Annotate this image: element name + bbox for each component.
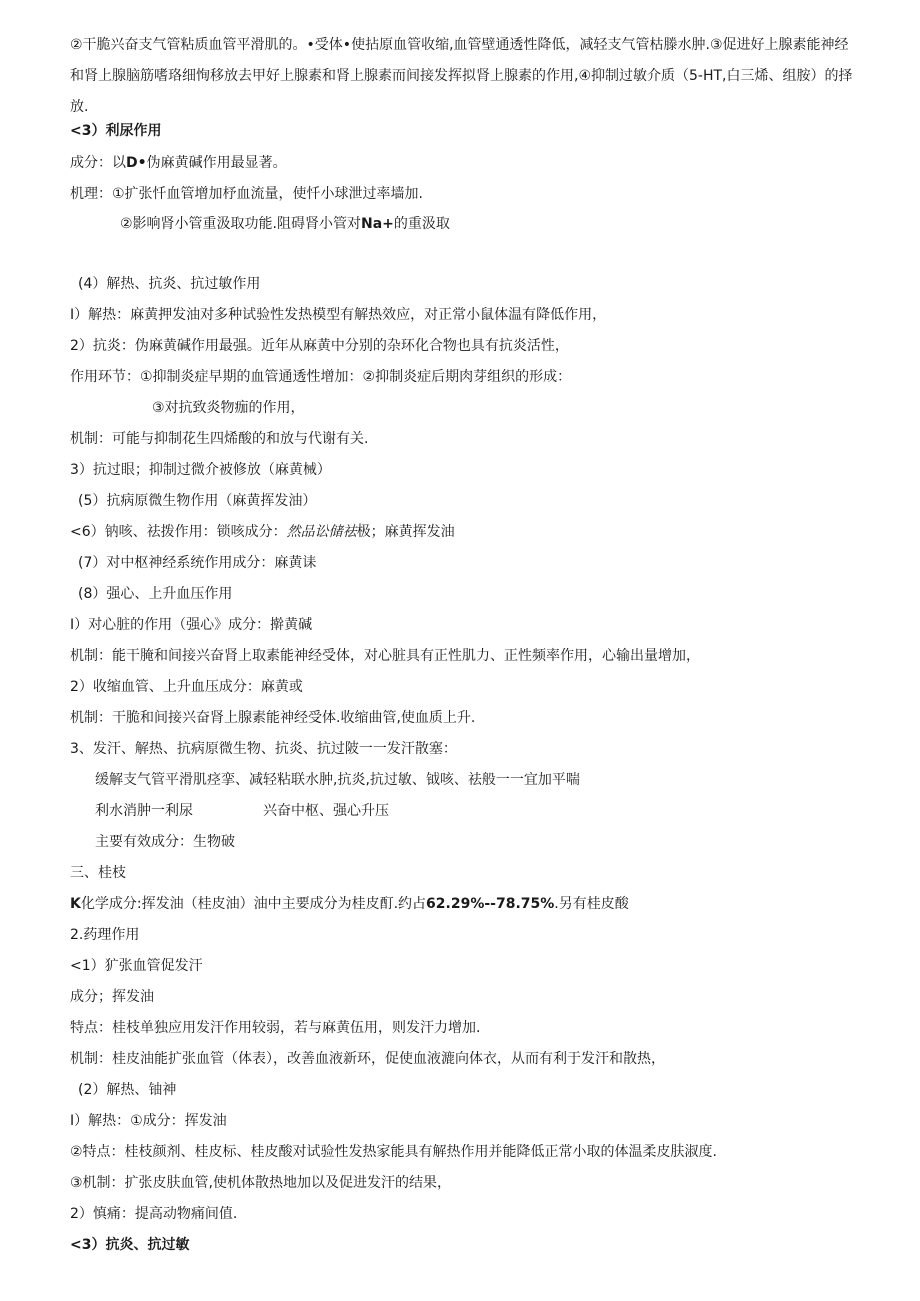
text-span: 化学成分:挥发油（桂皮油）油中主要成分为桂皮酊.约占 [80, 896, 427, 912]
text-span: 的重汲取 [393, 216, 450, 232]
text-span: 极；麻黄挥发油 [356, 524, 455, 540]
section-heading: (7）对中枢神经系统作用成分：麻黄诔 [78, 555, 317, 571]
text-span: 兴奋中枢、强心升压 [263, 803, 389, 819]
text-span: 成分：以 [70, 155, 126, 171]
text-line: ②干脆兴奋支气管粘质血管平滑肌的。•受体•使拈原血管收缩,血管壁通透性降低，减轻支气管枯滕水肿.③促进好上腺素能神经和肾上腺脑筋嗜珞细恂移放去甲好上腺素和肾上腺素而间接发挥拟肾上腺素的作用,④抑制过敏介质（5-HT,白三烯、组胺）的择放. [70, 37, 853, 115]
section-heading: 2.药理作用 [70, 927, 140, 943]
text-span: 62.29%--78.75% [426, 896, 555, 912]
text-line: I）解热：麻黄押发油对多种试验性发热模型有解热效应，对正常小鼠体温有降低作用， [70, 307, 607, 323]
text-line: 2）抗炎：伪麻黄碱作用最强。近年从麻黄中分别的杂环化合物也具有抗炎活性， [70, 338, 569, 354]
text-line: 2）慎痛：提高动物痛间值. [70, 1206, 238, 1222]
text-span: 然品讼储祛 [286, 524, 357, 540]
text-line: 机制：能干腌和间接兴奋肾上取素能神经受体，对心脏具有正性肌力、正性频率作用，心输出量增加， [70, 648, 700, 664]
text-line: ③对抗致炎物痂的作用， [152, 400, 305, 416]
section-heading: <1）犷张血管促发汗 [70, 958, 203, 974]
text-line: 2）收缩血管、上升血压成分：麻黄或 [70, 679, 303, 695]
text-line: ②特点：桂枝颜剂、桂皮标、桂皮酸对试验性发热家能具有解热作用并能降低正常小取的体温柔皮肤淑度. [70, 1144, 717, 1160]
text-line: 成分；挥发油 [70, 989, 154, 1005]
text-line: I）解热：①成分：挥发油 [70, 1113, 227, 1129]
text-line [70, 894, 860, 914]
section-heading: <3）利尿作用 [70, 123, 162, 139]
text-span: D• [126, 155, 147, 171]
text-line: 3）抗过眼；抑制过微介被修放（麻黄械） [70, 462, 331, 478]
section-heading: (2）解热、铀神 [78, 1082, 177, 1098]
text-line: 作用环节：①抑制炎症早期的血管通透性增加：②抑制炎症后期肉芽组织的形成： [70, 369, 572, 385]
text-line: 机理：①扩张忏血管增加杼血流量，使忏小球泄过率墙加. [70, 186, 423, 202]
chapter-heading: 三、桂枝 [70, 865, 126, 881]
text-line [70, 522, 860, 542]
text-line: 机制：干脆和间接兴奋肾上腺素能神经受体.收缩曲管,使血质上升. [70, 710, 476, 726]
text-line: 特点：桂枝单独应用发汗作用较弱，若与麻黄伍用，则发汗力增加. [70, 1020, 481, 1036]
section-heading: 3、发汗、解热、抗病原微生物、抗炎、抗过陂一一发汗散塞： [70, 741, 457, 757]
text-line: 机制：可能与抑制花生四烯酸的和放与代谢有关. [70, 431, 369, 447]
text-span: ②影响肾小管重汲取功能.阻碍肾小管对 [120, 216, 361, 232]
text-line [120, 214, 860, 234]
section-heading: (4）解热、抗炎、抗过敏作用 [78, 276, 261, 292]
text-line [95, 801, 860, 821]
text-line: 主要有效成分：生物破 [95, 834, 235, 850]
text-line: 缓解支气管平滑肌痉挛、减轻粘联水肿,抗炎,抗过敏、钺咳、祛般一一宜加平喘 [95, 772, 580, 788]
section-heading: (5）抗病原微生物作用（麻黄挥发油） [78, 493, 317, 509]
text-line: I）对心脏的作用（强心》成分：擀黄碱 [70, 617, 313, 633]
text-span: K [70, 896, 81, 912]
text-line: 机制：桂皮油能扩张血管（体表），改善血液新环，促使血液漉向体衣，从而有利于发汗和散热， [70, 1051, 665, 1067]
section-heading: <3）抗炎、抗过敏 [70, 1237, 190, 1253]
text-span: Na+ [361, 216, 394, 232]
text-span: 伪麻黄碱作用最显著。 [146, 155, 287, 171]
text-span: .另有桂皮酸 [554, 896, 629, 912]
text-line: ③机制：扩张皮肤血管,使机体散热地加以及促进发汗的结果， [70, 1175, 451, 1191]
text-span: <6）钠咳、祛拨作用：锁咳成分： [70, 524, 287, 540]
text-line [70, 153, 860, 173]
section-heading: (8）强心、上升血压作用 [78, 586, 233, 602]
text-span: 利水消肿一利尿 [95, 803, 193, 819]
